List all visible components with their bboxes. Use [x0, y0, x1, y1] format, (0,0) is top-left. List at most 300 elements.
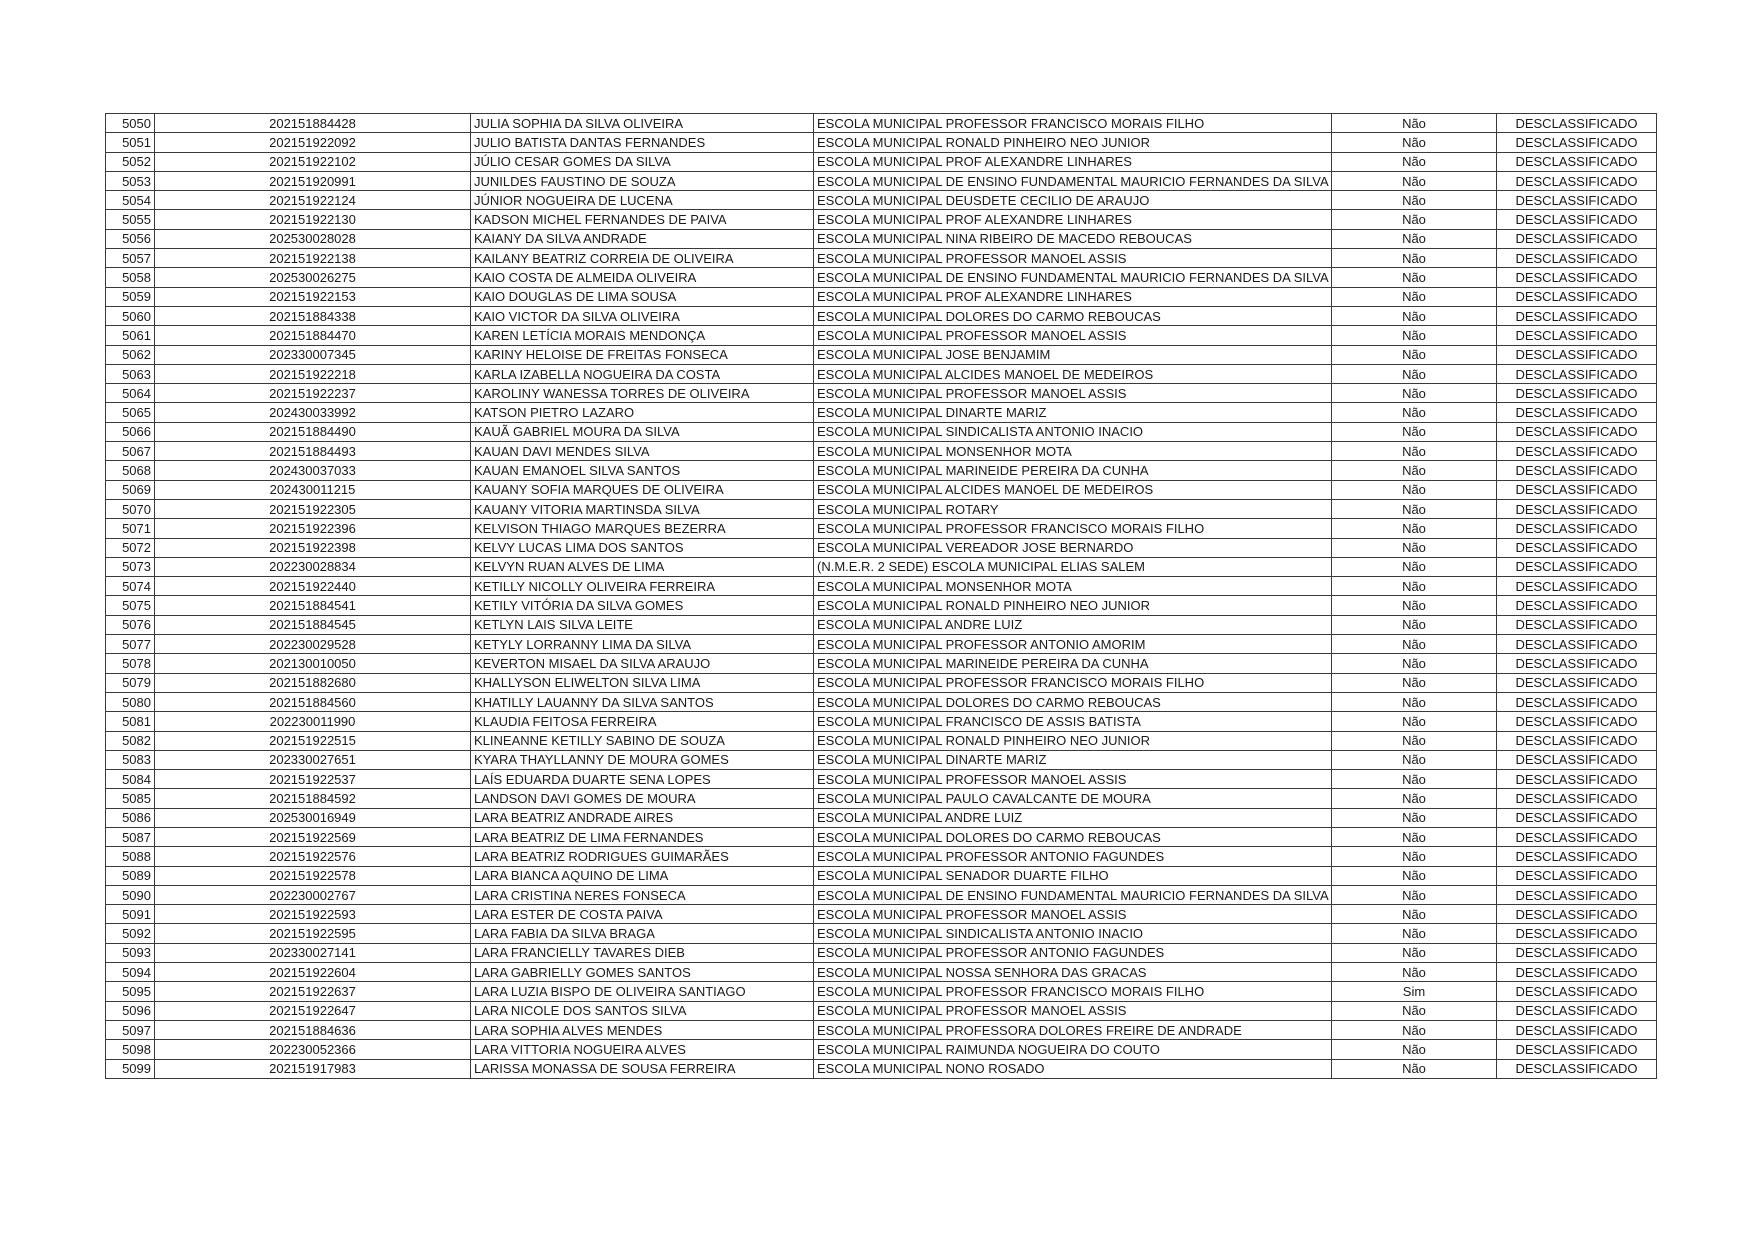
disability-flag-cell: Não: [1332, 789, 1497, 808]
row-number-cell: 5086: [106, 808, 155, 827]
school-name-cell: ESCOLA MUNICIPAL ANDRE LUIZ: [814, 808, 1332, 827]
status-cell: DESCLASSIFICADO: [1497, 171, 1657, 190]
row-number-cell: 5096: [106, 1001, 155, 1020]
table-row: [106, 1040, 1657, 1059]
status-cell: DESCLASSIFICADO: [1497, 866, 1657, 885]
registration-number-cell: 202330007345: [155, 345, 471, 364]
registration-number-cell: 202151922237: [155, 384, 471, 403]
table-row: [106, 963, 1657, 982]
row-number-cell: 5054: [106, 191, 155, 210]
disability-flag-cell: Não: [1332, 384, 1497, 403]
disability-flag-cell: Não: [1332, 403, 1497, 422]
table-row: [106, 442, 1657, 461]
row-number-cell: 5085: [106, 789, 155, 808]
table-row: [106, 692, 1657, 711]
status-cell: DESCLASSIFICADO: [1497, 249, 1657, 268]
row-number-cell: 5090: [106, 885, 155, 904]
table-row: [106, 1020, 1657, 1039]
table-row: [106, 905, 1657, 924]
status-cell: DESCLASSIFICADO: [1497, 847, 1657, 866]
registration-number-cell: 202151922647: [155, 1001, 471, 1020]
school-name-cell: ESCOLA MUNICIPAL SINDICALISTA ANTONIO INACIO: [814, 924, 1332, 943]
school-name-cell: ESCOLA MUNICIPAL DE ENSINO FUNDAMENTAL MAURICIO FERNANDES DA SILVA: [814, 171, 1332, 190]
status-cell: DESCLASSIFICADO: [1497, 924, 1657, 943]
registration-number-cell: 202151922102: [155, 152, 471, 171]
school-name-cell: ESCOLA MUNICIPAL PROFESSOR MANOEL ASSIS: [814, 1001, 1332, 1020]
status-cell: DESCLASSIFICADO: [1497, 403, 1657, 422]
table-row: [106, 982, 1657, 1001]
school-name-cell: ESCOLA MUNICIPAL SENADOR DUARTE FILHO: [814, 866, 1332, 885]
table-row: [106, 384, 1657, 403]
school-name-cell: ESCOLA MUNICIPAL NOSSA SENHORA DAS GRACAS: [814, 963, 1332, 982]
school-name-cell: ESCOLA MUNICIPAL FRANCISCO DE ASSIS BATISTA: [814, 712, 1332, 731]
row-number-cell: 5088: [106, 847, 155, 866]
row-number-cell: 5051: [106, 133, 155, 152]
school-name-cell: ESCOLA MUNICIPAL PROFESSORA DOLORES FREIRE DE ANDRADE: [814, 1020, 1332, 1039]
disability-flag-cell: Não: [1332, 152, 1497, 171]
table-row: [106, 306, 1657, 325]
row-number-cell: 5053: [106, 171, 155, 190]
status-cell: DESCLASSIFICADO: [1497, 654, 1657, 673]
student-name-cell: KETLYN LAIS SILVA LEITE: [471, 615, 814, 634]
registration-number-cell: 202151922305: [155, 499, 471, 518]
status-cell: DESCLASSIFICADO: [1497, 538, 1657, 557]
table-row: [106, 287, 1657, 306]
school-name-cell: (N.M.E.R. 2 SEDE) ESCOLA MUNICIPAL ELIAS SALEM: [814, 557, 1332, 576]
status-cell: DESCLASSIFICADO: [1497, 827, 1657, 846]
student-name-cell: LARA FABIA DA SILVA BRAGA: [471, 924, 814, 943]
table-row: [106, 596, 1657, 615]
table-row: [106, 345, 1657, 364]
school-name-cell: ESCOLA MUNICIPAL JOSE BENJAMIM: [814, 345, 1332, 364]
student-name-cell: LARA LUZIA BISPO DE OLIVEIRA SANTIAGO: [471, 982, 814, 1001]
disability-flag-cell: Não: [1332, 306, 1497, 325]
table-row: [106, 943, 1657, 962]
school-name-cell: ESCOLA MUNICIPAL PROFESSOR MANOEL ASSIS: [814, 384, 1332, 403]
registration-number-cell: 202151922396: [155, 519, 471, 538]
disability-flag-cell: Não: [1332, 133, 1497, 152]
student-name-cell: KETILLY NICOLLY OLIVEIRA FERREIRA: [471, 577, 814, 596]
disability-flag-cell: Não: [1332, 345, 1497, 364]
student-name-cell: LARA BEATRIZ DE LIMA FERNANDES: [471, 827, 814, 846]
disability-flag-cell: Não: [1332, 480, 1497, 499]
school-name-cell: ESCOLA MUNICIPAL PROF ALEXANDRE LINHARES: [814, 152, 1332, 171]
row-number-cell: 5082: [106, 731, 155, 750]
row-number-cell: 5098: [106, 1040, 155, 1059]
disability-flag-cell: Não: [1332, 364, 1497, 383]
student-name-cell: KAIO DOUGLAS DE LIMA SOUSA: [471, 287, 814, 306]
school-name-cell: ESCOLA MUNICIPAL PROFESSOR FRANCISCO MORAIS FILHO: [814, 982, 1332, 1001]
student-name-cell: KAREN LETÍCIA MORAIS MENDONÇA: [471, 326, 814, 345]
table-row: [106, 924, 1657, 943]
student-name-cell: LARA FRANCIELLY TAVARES DIEB: [471, 943, 814, 962]
student-name-cell: KARINY HELOISE DE FREITAS FONSECA: [471, 345, 814, 364]
disability-flag-cell: Não: [1332, 712, 1497, 731]
status-cell: DESCLASSIFICADO: [1497, 306, 1657, 325]
status-cell: DESCLASSIFICADO: [1497, 905, 1657, 924]
disability-flag-cell: Não: [1332, 171, 1497, 190]
row-number-cell: 5060: [106, 306, 155, 325]
registration-number-cell: 202151922595: [155, 924, 471, 943]
school-name-cell: ESCOLA MUNICIPAL NONO ROSADO: [814, 1059, 1332, 1078]
school-name-cell: ESCOLA MUNICIPAL RONALD PINHEIRO NEO JUNIOR: [814, 133, 1332, 152]
disability-flag-cell: Não: [1332, 635, 1497, 654]
row-number-cell: 5078: [106, 654, 155, 673]
student-name-cell: LARA SOPHIA ALVES MENDES: [471, 1020, 814, 1039]
row-number-cell: 5077: [106, 635, 155, 654]
school-name-cell: ESCOLA MUNICIPAL PROFESSOR ANTONIO AMORIM: [814, 635, 1332, 654]
student-name-cell: LARA GABRIELLY GOMES SANTOS: [471, 963, 814, 982]
row-number-cell: 5089: [106, 866, 155, 885]
table-row: [106, 249, 1657, 268]
school-name-cell: ESCOLA MUNICIPAL ALCIDES MANOEL DE MEDEIROS: [814, 480, 1332, 499]
disability-flag-cell: Não: [1332, 1020, 1497, 1039]
school-name-cell: ESCOLA MUNICIPAL PROFESSOR ANTONIO FAGUNDES: [814, 943, 1332, 962]
status-cell: DESCLASSIFICADO: [1497, 152, 1657, 171]
student-name-cell: KELVYN RUAN ALVES DE LIMA: [471, 557, 814, 576]
row-number-cell: 5062: [106, 345, 155, 364]
registration-number-cell: 202151917983: [155, 1059, 471, 1078]
student-name-cell: LAÍS EDUARDA DUARTE SENA LOPES: [471, 770, 814, 789]
student-name-cell: JUNILDES FAUSTINO DE SOUZA: [471, 171, 814, 190]
student-name-cell: LARA CRISTINA NERES FONSECA: [471, 885, 814, 904]
row-number-cell: 5070: [106, 499, 155, 518]
disability-flag-cell: Não: [1332, 229, 1497, 248]
status-cell: DESCLASSIFICADO: [1497, 1001, 1657, 1020]
student-name-cell: KETILY VITÓRIA DA SILVA GOMES: [471, 596, 814, 615]
student-name-cell: KAIANY DA SILVA ANDRADE: [471, 229, 814, 248]
student-name-cell: KLAUDIA FEITOSA FERREIRA: [471, 712, 814, 731]
registration-number-cell: 202151922515: [155, 731, 471, 750]
disability-flag-cell: Não: [1332, 519, 1497, 538]
registration-number-cell: 202151884592: [155, 789, 471, 808]
row-number-cell: 5081: [106, 712, 155, 731]
row-number-cell: 5067: [106, 442, 155, 461]
registration-number-cell: 202230052366: [155, 1040, 471, 1059]
disability-flag-cell: Não: [1332, 866, 1497, 885]
status-cell: DESCLASSIFICADO: [1497, 692, 1657, 711]
table-row: [106, 847, 1657, 866]
status-cell: DESCLASSIFICADO: [1497, 191, 1657, 210]
school-name-cell: ESCOLA MUNICIPAL PAULO CAVALCANTE DE MOURA: [814, 789, 1332, 808]
table-row: [106, 519, 1657, 538]
student-name-cell: KAILANY BEATRIZ CORREIA DE OLIVEIRA: [471, 249, 814, 268]
registration-number-cell: 202151882680: [155, 673, 471, 692]
row-number-cell: 5092: [106, 924, 155, 943]
student-name-cell: JULIO BATISTA DANTAS FERNANDES: [471, 133, 814, 152]
school-name-cell: ESCOLA MUNICIPAL DEUSDETE CECILIO DE ARAUJO: [814, 191, 1332, 210]
status-cell: DESCLASSIFICADO: [1497, 808, 1657, 827]
registration-number-cell: 202230002767: [155, 885, 471, 904]
table-row: [106, 499, 1657, 518]
row-number-cell: 5061: [106, 326, 155, 345]
student-name-cell: KAROLINY WANESSA TORRES DE OLIVEIRA: [471, 384, 814, 403]
table-row: [106, 268, 1657, 287]
registration-number-cell: 202530028028: [155, 229, 471, 248]
disability-flag-cell: Não: [1332, 287, 1497, 306]
table-row: [106, 615, 1657, 634]
status-cell: DESCLASSIFICADO: [1497, 210, 1657, 229]
disability-flag-cell: Não: [1332, 461, 1497, 480]
row-number-cell: 5087: [106, 827, 155, 846]
disability-flag-cell: Não: [1332, 654, 1497, 673]
registration-number-cell: 202230011990: [155, 712, 471, 731]
table-row: [106, 1059, 1657, 1078]
status-cell: DESCLASSIFICADO: [1497, 789, 1657, 808]
row-number-cell: 5058: [106, 268, 155, 287]
status-cell: DESCLASSIFICADO: [1497, 519, 1657, 538]
status-cell: DESCLASSIFICADO: [1497, 770, 1657, 789]
disability-flag-cell: Não: [1332, 596, 1497, 615]
row-number-cell: 5056: [106, 229, 155, 248]
school-name-cell: ESCOLA MUNICIPAL MONSENHOR MOTA: [814, 577, 1332, 596]
student-name-cell: LARA BEATRIZ RODRIGUES GUIMARÃES: [471, 847, 814, 866]
registration-number-cell: 202430037033: [155, 461, 471, 480]
status-cell: DESCLASSIFICADO: [1497, 268, 1657, 287]
row-number-cell: 5052: [106, 152, 155, 171]
status-cell: DESCLASSIFICADO: [1497, 635, 1657, 654]
registration-number-cell: 202151922537: [155, 770, 471, 789]
school-name-cell: ESCOLA MUNICIPAL PROFESSOR MANOEL ASSIS: [814, 770, 1332, 789]
registration-number-cell: 202151884490: [155, 422, 471, 441]
row-number-cell: 5050: [106, 114, 155, 133]
disability-flag-cell: Não: [1332, 538, 1497, 557]
registration-number-cell: 202151922604: [155, 963, 471, 982]
results-table-body: [106, 114, 1657, 1079]
disability-flag-cell: Não: [1332, 249, 1497, 268]
status-cell: DESCLASSIFICADO: [1497, 345, 1657, 364]
table-row: [106, 1001, 1657, 1020]
table-row: [106, 654, 1657, 673]
student-name-cell: LARA ESTER DE COSTA PAIVA: [471, 905, 814, 924]
student-name-cell: LARISSA MONASSA DE SOUSA FERREIRA: [471, 1059, 814, 1078]
table-row: [106, 422, 1657, 441]
registration-number-cell: 202151922124: [155, 191, 471, 210]
status-cell: DESCLASSIFICADO: [1497, 885, 1657, 904]
student-name-cell: KHATILLY LAUANNY DA SILVA SANTOS: [471, 692, 814, 711]
student-name-cell: KELVY LUCAS LIMA DOS SANTOS: [471, 538, 814, 557]
registration-number-cell: 202151922218: [155, 364, 471, 383]
row-number-cell: 5069: [106, 480, 155, 499]
disability-flag-cell: Não: [1332, 268, 1497, 287]
status-cell: DESCLASSIFICADO: [1497, 384, 1657, 403]
registration-number-cell: 202151922576: [155, 847, 471, 866]
status-cell: DESCLASSIFICADO: [1497, 1020, 1657, 1039]
table-row: [106, 750, 1657, 769]
row-number-cell: 5064: [106, 384, 155, 403]
school-name-cell: ESCOLA MUNICIPAL SINDICALISTA ANTONIO INACIO: [814, 422, 1332, 441]
school-name-cell: ESCOLA MUNICIPAL PROFESSOR MANOEL ASSIS: [814, 905, 1332, 924]
registration-number-cell: 202230029528: [155, 635, 471, 654]
row-number-cell: 5063: [106, 364, 155, 383]
disability-flag-cell: Não: [1332, 191, 1497, 210]
school-name-cell: ESCOLA MUNICIPAL PROFESSOR ANTONIO FAGUNDES: [814, 847, 1332, 866]
school-name-cell: ESCOLA MUNICIPAL RONALD PINHEIRO NEO JUNIOR: [814, 731, 1332, 750]
row-number-cell: 5073: [106, 557, 155, 576]
row-number-cell: 5068: [106, 461, 155, 480]
student-name-cell: KEVERTON MISAEL DA SILVA ARAUJO: [471, 654, 814, 673]
registration-number-cell: 202151922138: [155, 249, 471, 268]
row-number-cell: 5094: [106, 963, 155, 982]
table-row: [106, 673, 1657, 692]
school-name-cell: ESCOLA MUNICIPAL ROTARY: [814, 499, 1332, 518]
school-name-cell: ESCOLA MUNICIPAL MONSENHOR MOTA: [814, 442, 1332, 461]
registration-number-cell: 202151884470: [155, 326, 471, 345]
registration-number-cell: 202430033992: [155, 403, 471, 422]
disability-flag-cell: Não: [1332, 557, 1497, 576]
student-name-cell: LARA BIANCA AQUINO DE LIMA: [471, 866, 814, 885]
school-name-cell: ESCOLA MUNICIPAL DOLORES DO CARMO REBOUCAS: [814, 827, 1332, 846]
school-name-cell: ESCOLA MUNICIPAL PROFESSOR FRANCISCO MORAIS FILHO: [814, 673, 1332, 692]
student-name-cell: KARLA IZABELLA NOGUEIRA DA COSTA: [471, 364, 814, 383]
row-number-cell: 5055: [106, 210, 155, 229]
registration-number-cell: 202151922398: [155, 538, 471, 557]
school-name-cell: ESCOLA MUNICIPAL DOLORES DO CARMO REBOUCAS: [814, 692, 1332, 711]
status-cell: DESCLASSIFICADO: [1497, 750, 1657, 769]
table-row: [106, 480, 1657, 499]
registration-number-cell: 202151922637: [155, 982, 471, 1001]
row-number-cell: 5097: [106, 1020, 155, 1039]
student-name-cell: KHALLYSON ELIWELTON SILVA LIMA: [471, 673, 814, 692]
status-cell: DESCLASSIFICADO: [1497, 1059, 1657, 1078]
disability-flag-cell: Não: [1332, 808, 1497, 827]
student-name-cell: KAUANY VITORIA MARTINSDA SILVA: [471, 499, 814, 518]
disability-flag-cell: Não: [1332, 422, 1497, 441]
row-number-cell: 5075: [106, 596, 155, 615]
status-cell: DESCLASSIFICADO: [1497, 731, 1657, 750]
registration-number-cell: 202151922578: [155, 866, 471, 885]
school-name-cell: ESCOLA MUNICIPAL DOLORES DO CARMO REBOUCAS: [814, 306, 1332, 325]
registration-number-cell: 202330027141: [155, 943, 471, 962]
student-name-cell: KADSON MICHEL FERNANDES DE PAIVA: [471, 210, 814, 229]
registration-number-cell: 202130010050: [155, 654, 471, 673]
table-row: [106, 557, 1657, 576]
student-name-cell: KETYLY LORRANNY LIMA DA SILVA: [471, 635, 814, 654]
registration-number-cell: 202430011215: [155, 480, 471, 499]
registration-number-cell: 202151884428: [155, 114, 471, 133]
table-row: [106, 866, 1657, 885]
table-row: [106, 808, 1657, 827]
school-name-cell: ESCOLA MUNICIPAL DINARTE MARIZ: [814, 403, 1332, 422]
row-number-cell: 5076: [106, 615, 155, 634]
table-row: [106, 731, 1657, 750]
registration-number-cell: 202151922130: [155, 210, 471, 229]
disability-flag-cell: Não: [1332, 1001, 1497, 1020]
table-row: [106, 364, 1657, 383]
row-number-cell: 5074: [106, 577, 155, 596]
school-name-cell: ESCOLA MUNICIPAL VEREADOR JOSE BERNARDO: [814, 538, 1332, 557]
school-name-cell: ESCOLA MUNICIPAL PROF ALEXANDRE LINHARES: [814, 210, 1332, 229]
registration-number-cell: 202151922593: [155, 905, 471, 924]
row-number-cell: 5059: [106, 287, 155, 306]
disability-flag-cell: Não: [1332, 1059, 1497, 1078]
registration-number-cell: 202530016949: [155, 808, 471, 827]
school-name-cell: ESCOLA MUNICIPAL NINA RIBEIRO DE MACEDO REBOUCAS: [814, 229, 1332, 248]
school-name-cell: ESCOLA MUNICIPAL PROFESSOR FRANCISCO MORAIS FILHO: [814, 114, 1332, 133]
school-name-cell: ESCOLA MUNICIPAL MARINEIDE PEREIRA DA CUNHA: [814, 461, 1332, 480]
school-name-cell: ESCOLA MUNICIPAL RONALD PINHEIRO NEO JUNIOR: [814, 596, 1332, 615]
student-name-cell: LARA NICOLE DOS SANTOS SILVA: [471, 1001, 814, 1020]
row-number-cell: 5066: [106, 422, 155, 441]
status-cell: DESCLASSIFICADO: [1497, 364, 1657, 383]
status-cell: DESCLASSIFICADO: [1497, 229, 1657, 248]
student-name-cell: KAIO VICTOR DA SILVA OLIVEIRA: [471, 306, 814, 325]
disability-flag-cell: Não: [1332, 943, 1497, 962]
disability-flag-cell: Não: [1332, 673, 1497, 692]
table-row: [106, 770, 1657, 789]
status-cell: DESCLASSIFICADO: [1497, 499, 1657, 518]
disability-flag-cell: Não: [1332, 905, 1497, 924]
status-cell: DESCLASSIFICADO: [1497, 480, 1657, 499]
disability-flag-cell: Não: [1332, 692, 1497, 711]
disability-flag-cell: Não: [1332, 499, 1497, 518]
registration-number-cell: 202151922440: [155, 577, 471, 596]
disability-flag-cell: Sim: [1332, 982, 1497, 1001]
status-cell: DESCLASSIFICADO: [1497, 577, 1657, 596]
student-name-cell: KLINEANNE KETILLY SABINO DE SOUZA: [471, 731, 814, 750]
student-name-cell: KAUÃ GABRIEL MOURA DA SILVA: [471, 422, 814, 441]
status-cell: DESCLASSIFICADO: [1497, 442, 1657, 461]
student-name-cell: KAUANY SOFIA MARQUES DE OLIVEIRA: [471, 480, 814, 499]
school-name-cell: ESCOLA MUNICIPAL ALCIDES MANOEL DE MEDEIROS: [814, 364, 1332, 383]
table-row: [106, 403, 1657, 422]
table-row: [106, 191, 1657, 210]
row-number-cell: 5084: [106, 770, 155, 789]
student-name-cell: JÚLIO CESAR GOMES DA SILVA: [471, 152, 814, 171]
disability-flag-cell: Não: [1332, 114, 1497, 133]
status-cell: DESCLASSIFICADO: [1497, 963, 1657, 982]
status-cell: DESCLASSIFICADO: [1497, 673, 1657, 692]
status-cell: DESCLASSIFICADO: [1497, 596, 1657, 615]
registration-number-cell: 202230028834: [155, 557, 471, 576]
registration-number-cell: 202151884338: [155, 306, 471, 325]
row-number-cell: 5099: [106, 1059, 155, 1078]
row-number-cell: 5093: [106, 943, 155, 962]
disability-flag-cell: Não: [1332, 847, 1497, 866]
disability-flag-cell: Não: [1332, 750, 1497, 769]
row-number-cell: 5080: [106, 692, 155, 711]
student-name-cell: KAIO COSTA DE ALMEIDA OLIVEIRA: [471, 268, 814, 287]
table-row: [106, 538, 1657, 557]
registration-number-cell: 202151922153: [155, 287, 471, 306]
student-name-cell: KAUAN DAVI MENDES SILVA: [471, 442, 814, 461]
registration-number-cell: 202151884493: [155, 442, 471, 461]
disability-flag-cell: Não: [1332, 885, 1497, 904]
table-row: [106, 577, 1657, 596]
table-row: [106, 326, 1657, 345]
row-number-cell: 5079: [106, 673, 155, 692]
table-row: [106, 171, 1657, 190]
table-row: [106, 114, 1657, 133]
row-number-cell: 5072: [106, 538, 155, 557]
table-row: [106, 885, 1657, 904]
status-cell: DESCLASSIFICADO: [1497, 461, 1657, 480]
disability-flag-cell: Não: [1332, 827, 1497, 846]
status-cell: DESCLASSIFICADO: [1497, 133, 1657, 152]
school-name-cell: ESCOLA MUNICIPAL MARINEIDE PEREIRA DA CUNHA: [814, 654, 1332, 673]
status-cell: DESCLASSIFICADO: [1497, 1040, 1657, 1059]
disability-flag-cell: Não: [1332, 577, 1497, 596]
status-cell: DESCLASSIFICADO: [1497, 557, 1657, 576]
registration-number-cell: 202151922092: [155, 133, 471, 152]
disability-flag-cell: Não: [1332, 1040, 1497, 1059]
status-cell: DESCLASSIFICADO: [1497, 287, 1657, 306]
row-number-cell: 5095: [106, 982, 155, 1001]
student-name-cell: KELVISON THIAGO MARQUES BEZERRA: [471, 519, 814, 538]
status-cell: DESCLASSIFICADO: [1497, 422, 1657, 441]
disability-flag-cell: Não: [1332, 731, 1497, 750]
status-cell: DESCLASSIFICADO: [1497, 943, 1657, 962]
